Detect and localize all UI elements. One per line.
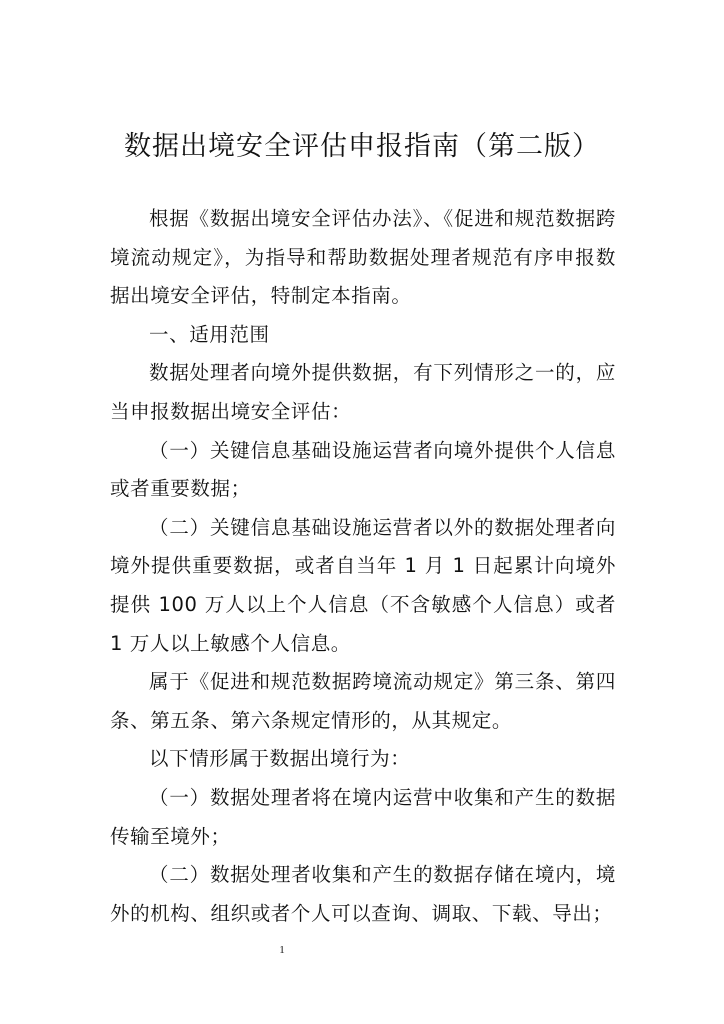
list-item-export-1: （一）数据处理者将在境内运营中收集和产生的数据传输至境外；	[110, 785, 616, 848]
page-number: 1	[279, 944, 285, 956]
section-heading-scope: 一、适用范围	[149, 322, 270, 346]
list-item-export-2: （二）数据处理者收集和产生的数据存储在境内，境外的机构、组织或者个人可以查询、调取、下载、导出；	[110, 863, 616, 925]
list-item-scope-2: （二）关键信息基础设施运营者以外的数据处理者向境外提供重要数据，或者自当年 1 月 1 日起累计向境外提供 100 万人以上个人信息（不含敏感个人信息）或者 1 万人以上敏感个人信息。	[110, 515, 616, 655]
paragraph-regulation-reference: 属于《促进和规范数据跨境流动规定》第三条、第四条、第五条、第六条规定情形的，从其规定。	[110, 670, 616, 732]
paragraph-export-behaviors-intro: 以下情形属于数据出境行为：	[149, 747, 411, 771]
paragraph-scope-intro: 数据处理者向境外提供数据，有下列情形之一的，应当申报数据出境安全评估：	[110, 361, 616, 423]
paragraph-intro: 根据《数据出境安全评估办法》、《促进和规范数据跨境流动规定》，为指导和帮助数据处理者规范有序申报数据出境安全评估，特制定本指南。	[110, 207, 616, 308]
document-body	[110, 200, 616, 933]
list-item-scope-1: （一）关键信息基础设施运营者向境外提供个人信息或者重要数据；	[110, 438, 616, 501]
document-title: 数据出境安全评估申报指南（第二版）	[124, 131, 600, 162]
